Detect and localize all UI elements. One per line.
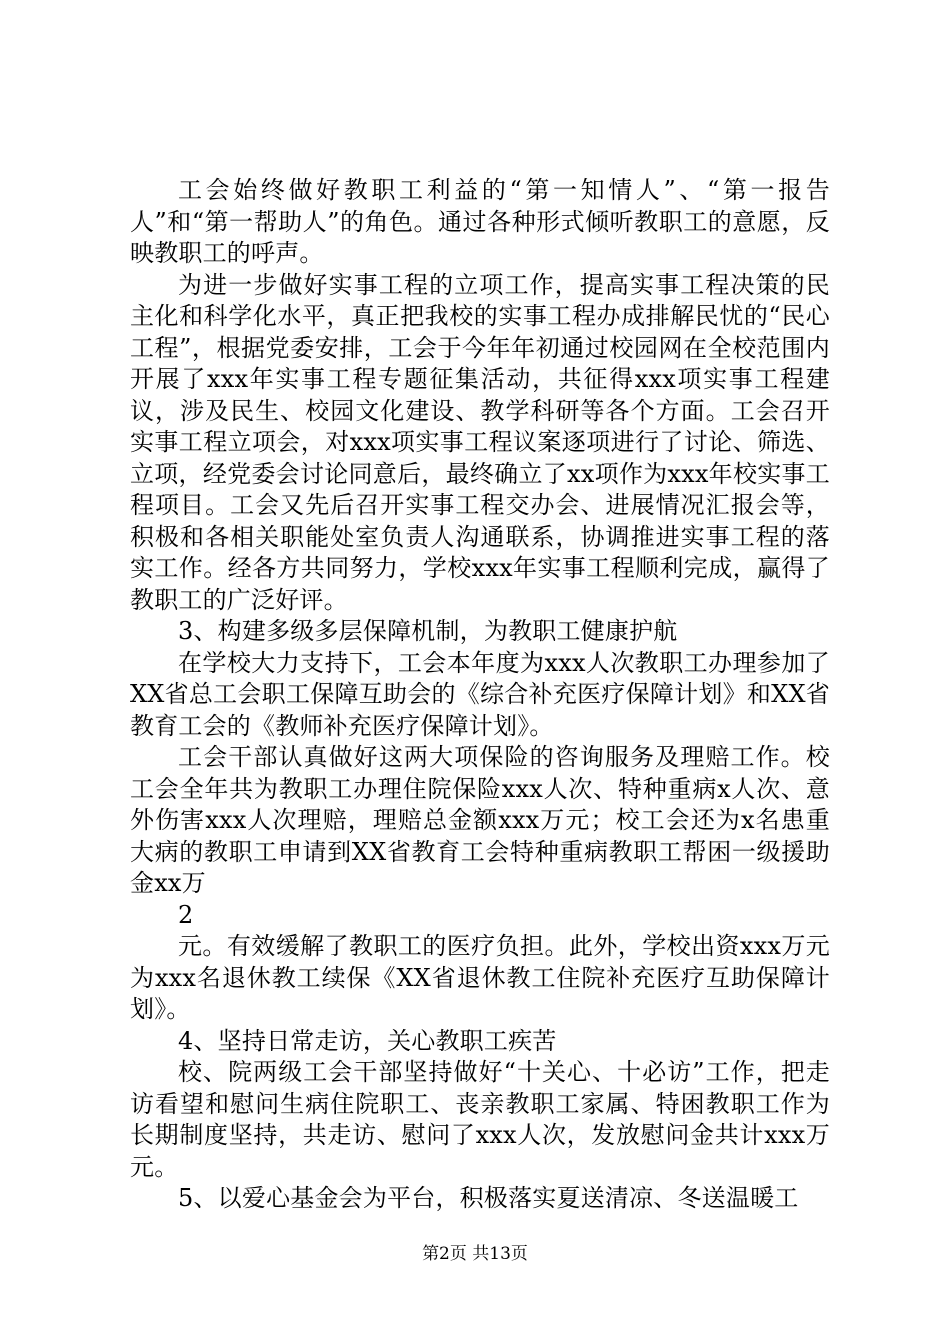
inline-page-number: 2	[178, 900, 194, 929]
document-body	[130, 175, 830, 1215]
section-heading-5: 5、以爱心基金会为平台，积极落实夏送清凉、冬送温暖工	[178, 1184, 799, 1212]
page-footer: 第2页 共13页	[422, 1244, 528, 1264]
paragraph-medical-burden: 元。有效缓解了教职工的医疗负担。此外，学校出资xxx万元为xxx名退休教工续保《XX省退休教工住院补充医疗互助保障计划》。	[130, 932, 830, 1023]
paragraph-union-role: 工会始终做好教职工利益的“第一知情人”、“第一报告人”和“第一帮助人”的角色。通过各种形式倾听教职工的意愿，反映教职工的呼声。	[130, 176, 830, 267]
paragraph-medical-insurance: 在学校大力支持下，工会本年度为xxx人次教职工办理参加了XX省总工会职工保障互助会的《综合补充医疗保障计划》和XX省教育工会的《教师补充医疗保障计划》。	[130, 648, 830, 740]
paragraph-visits: 校、院两级工会干部坚持做好“十关心、十必访”工作，把走访看望和慰问生病住院职工、丧亲教职工家属、特困教职工作为长期制度坚持，共走访、慰问了xxx人次，发放慰问金共计xxx万元。	[130, 1058, 830, 1181]
paragraph-practical-projects: 为进一步做好实事工程的立项工作，提高实事工程决策的民主化和科学化水平，真正把我校的实事工程办成排解民忧的“民心工程”，根据党委安排，工会于今年年初通过校园网在全校范围内开展了xxx年实事工程专题征集活动，共征得xxx项实事工程建议，涉及民生、校园文化建设、教学科研等各个方面。工会召开实事工程立项会，对xxx项实事工程议案逐项进行了讨论、筛选、立项，经党委会讨论同意后，最终确立了xx项作为xxx年校实事工程项目。工会又先后召开实事工程交办会、进展情况汇报会等，积极和各相关职能处室负责人沟通联系，协调推进实事工程的落实工作。经各方共同努力，学校xxx年实事工程顺利完成，赢得了教职工的广泛好评。	[130, 270, 830, 614]
section-heading-4: 4、坚持日常走访，关心教职工疾苦	[178, 1026, 557, 1055]
section-heading-3: 3、构建多级多层保障机制，为教职工健康护航	[178, 617, 678, 645]
paragraph-claims-service: 工会干部认真做好这两大项保险的咨询服务及理赔工作。校工会全年共为教职工办理住院保险xxx人次、特种重病x人次、意外伤害xxx人次理赔，理赔总金额xxx万元；校工会还为x名患重大病的教职工申请到XX省教育工会特种重病教职工帮困一级援助金xx万	[130, 743, 830, 897]
